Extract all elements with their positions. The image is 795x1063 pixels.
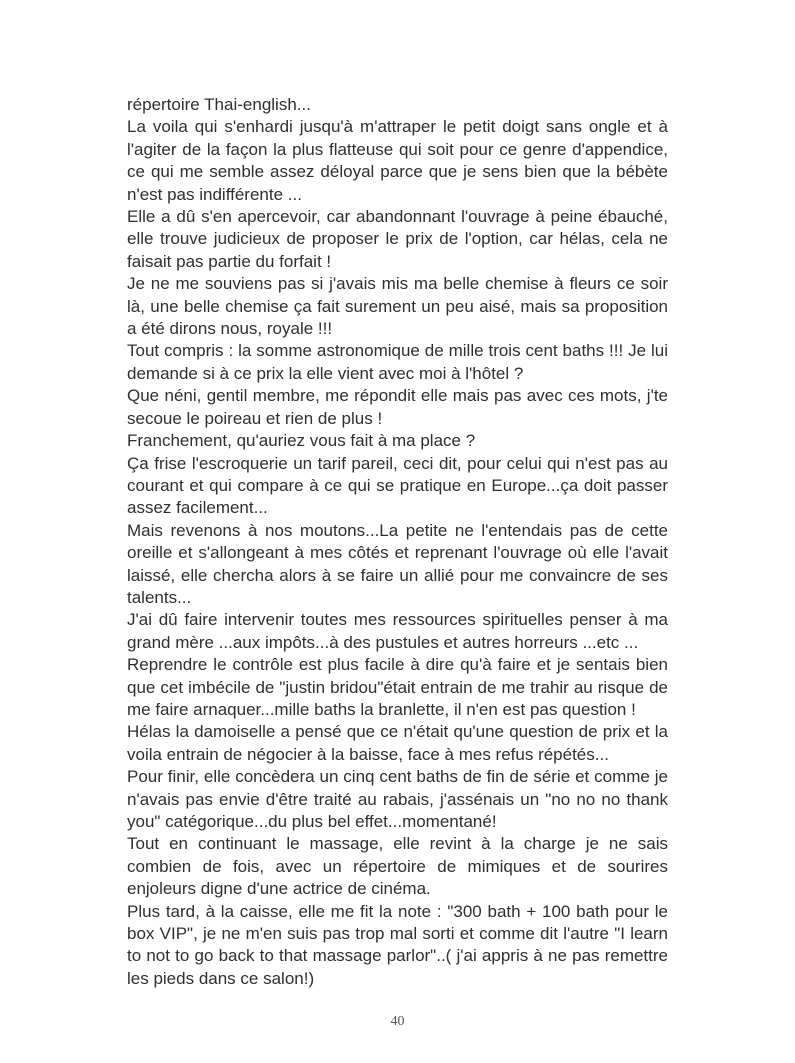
- paragraph: Je ne me souviens pas si j'avais mis ma belle chemise à fleurs ce soir là, une belle chemise ça fait surement un peu aisé, mais sa proposition a été dirons nous, royale !!!: [127, 274, 668, 339]
- body-text: [127, 94, 668, 990]
- paragraph: Plus tard, à la caisse, elle me fit la note : "300 bath + 100 bath pour le box VIP", je ne m'en suis pas trop mal sorti et comme dit l'autre "I learn to not to go back to that massage parlor"..( j'ai appris à ne pas remettre les pieds dans ce salon!): [127, 901, 668, 988]
- paragraph: répertoire Thai-english...: [127, 95, 311, 114]
- paragraph: Ça frise l'escroquerie un tarif pareil, ceci dit, pour celui qui n'est pas au courant et qui compare à ce qui se pratique en Europe...ça doit passer assez facilement...: [127, 453, 668, 518]
- paragraph: Elle a dû s'en apercevoir, car abandonnant l'ouvrage à peine ébauché, elle trouve judicieux de proposer le prix de l'option, car hélas, cela ne faisait pas partie du forfait !: [127, 207, 668, 271]
- paragraph: Pour finir, elle concèdera un cinq cent baths de fin de série et comme je n'avais pas envie d'être traité au rabais, j'assénais un "no no no thank you" catégorique...du plus bel effet...momentané!: [127, 767, 668, 831]
- paragraph: Hélas la damoiselle a pensé que ce n'était qu'une question de prix et la voila entrain de négocier à la baisse, face à mes refus répétés...: [127, 722, 668, 764]
- paragraph: Mais revenons à nos moutons...La petite ne l'entendais pas de cette oreille et s'allongeant à mes côtés et reprenant l'ouvrage où elle l'avait laissé, elle chercha alors à se faire un allié pour me convaincre de ses talents...: [127, 520, 668, 607]
- paragraph: Tout en continuant le massage, elle revint à la charge je ne sais combien de fois, avec un répertoire de mimiques et de sourires enjoleurs digne d'une actrice de cinéma.: [127, 834, 668, 899]
- paragraph: La voila qui s'enhardi jusqu'à m'attraper le petit doigt sans ongle et à l'agiter de la façon la plus flatteuse qui soit pour ce genre d'appendice, ce qui me semble assez déloyal parce que je sens bien que la bébète n'est pas indifférente ...: [127, 117, 668, 204]
- paragraph: J'ai dû faire intervenir toutes mes ressources spirituelles penser à ma grand mère ...aux impôts...à des pustules et autres horreurs ...etc ...: [127, 610, 668, 652]
- paragraph: Franchement, qu'auriez vous fait à ma place ?: [127, 431, 476, 451]
- page-number: 40: [390, 1014, 405, 1029]
- paragraph: Reprendre le contrôle est plus facile à dire qu'à faire et je sentais bien que cet imbécile de "justin bridou"était entrain de me trahir au risque de me faire arnaquer...mille baths la branlette, il n'en est pas question !: [127, 655, 668, 719]
- paragraph: Que néni, gentil membre, me répondit elle mais pas avec ces mots, j'te secoue le poireau et rien de plus !: [127, 386, 668, 428]
- paragraph: Tout compris : la somme astronomique de mille trois cent baths !!! Je lui demande si à ce prix la elle vient avec moi à l'hôtel ?: [127, 341, 668, 383]
